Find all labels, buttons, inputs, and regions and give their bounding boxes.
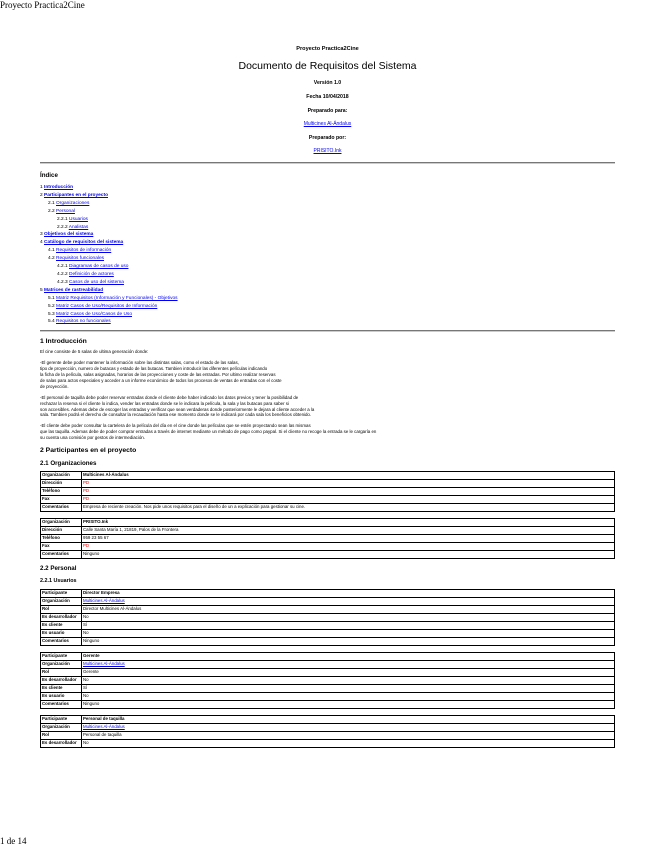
toc-item-link[interactable]: Diagramas de casos de uso [69, 264, 129, 270]
table-row [41, 685, 615, 693]
intro-line: de proyección. [40, 383, 69, 389]
intro-lead: El cine consiste de 5 salas de ultima generación donde: [40, 349, 149, 355]
toc-item-link[interactable]: Casos de uso del sistema [69, 279, 124, 285]
table-key: Participante [41, 590, 82, 598]
toc-item-number: 4.2 [48, 256, 57, 262]
table-row [41, 598, 615, 606]
toc-item [40, 263, 615, 271]
toc-item-link[interactable]: Requisitos no funcionales [56, 319, 111, 325]
table-value: Ninguno [82, 701, 615, 709]
table-key: Es cliente [41, 685, 82, 693]
table-key: Es desarrollador [41, 677, 82, 685]
organizations-heading: 2.1 Organizaciones [40, 460, 97, 468]
table-value: PD [82, 543, 615, 551]
toc-item-number: 4.1 [48, 248, 57, 254]
divider [40, 330, 615, 332]
toc-item-number: 4.2.1 [57, 264, 70, 270]
toc-item-number: 5 [40, 287, 45, 293]
participants-heading: 2 Participantes en el proyecto [40, 447, 137, 455]
intro-line: -El personal de taquilla debe poder reservar entradas donde el cliente debe haber indicado los datos previos y tener la posibilidad de [40, 394, 299, 400]
toc-item [40, 318, 615, 326]
table-row [41, 480, 615, 488]
table-key: Dirección [41, 527, 82, 535]
toc-item-link[interactable]: Usuarios [69, 216, 88, 222]
toc-item-number: 2.2.2 [57, 224, 69, 230]
table-row [41, 551, 615, 559]
toc-item [40, 231, 615, 239]
toc-item-number: 2.1 [48, 200, 57, 206]
table-value: Sí [82, 685, 615, 693]
table-row [41, 535, 615, 543]
table-row [41, 543, 615, 551]
table-row [41, 701, 615, 709]
toc-item-link[interactable]: Matriz Casos de Uso/Requisitos de Información [56, 303, 158, 309]
table-value: Personal de taquilla [82, 732, 615, 740]
intro-line: tipo de proyección, numero de butacas y estado de las butacas. Tambien introducir las diferentes películas indicando [40, 366, 268, 372]
table-value: Ninguno [82, 551, 615, 559]
personal-heading: 2.2 Personal [40, 565, 77, 573]
data-table [40, 715, 615, 748]
table-value: Director Empresa [82, 590, 615, 598]
toc-item [40, 271, 615, 279]
intro-paragraph-cliente [40, 423, 615, 441]
cover-prepared-by-label: Preparado por: [308, 135, 347, 141]
table-value: Calle Santa María 1, 21819, Palos de la Frontera [82, 527, 615, 535]
toc-item-link[interactable]: Organizaciones [56, 200, 90, 206]
table-row [41, 630, 615, 638]
toc-item-number: 1 [40, 185, 45, 190]
table-value: No [82, 614, 615, 622]
cover-title: Documento de Requisitos del Sistema [238, 60, 417, 72]
intro-paragraph-taquilla [40, 395, 615, 419]
table-row [41, 496, 615, 504]
toc-item-link[interactable]: Objetivos del sistema [44, 232, 94, 238]
cover-block [40, 46, 615, 154]
toc-item [40, 192, 615, 200]
intro-paragraph-gerente [40, 360, 615, 390]
table-of-contents [40, 184, 615, 326]
table-key: Rol [41, 606, 82, 614]
toc-item-link[interactable]: Analistas [68, 224, 89, 230]
table-key: Teléfono [41, 488, 82, 496]
table-key: Organización [41, 661, 82, 669]
toc-item-link[interactable]: Catálogo de requisitos del sistema [44, 240, 124, 246]
table-key: Comentarios [41, 551, 82, 559]
table-value: Multicines Al-Ándalus [82, 472, 615, 480]
toc-item-number: 4.2.2 [57, 271, 70, 277]
toc-item-number: 4.2.3 [57, 279, 70, 285]
table-key: Rol [41, 669, 82, 677]
toc-item [40, 216, 615, 224]
intro-line: rechazar la reserva si el cliente lo indica, vender las entradas donde se le indicara la película, la sala y las butacas para saber si [40, 400, 289, 406]
table-row [41, 519, 615, 527]
toc-item-number: 2.2.1 [57, 216, 70, 222]
table-value: Gerente [82, 653, 615, 661]
table-value: Director Multicines Al-Ándalus [82, 606, 615, 614]
table-key: Es usuario [41, 693, 82, 701]
table-key: Teléfono [41, 535, 82, 543]
toc-item-link[interactable]: Matriz Casos de Uso/Casos de Uso [56, 311, 132, 317]
table-row [41, 638, 615, 646]
toc-item [40, 184, 615, 192]
table-key: Participante [41, 716, 82, 724]
intro-line: su cuenta una comisión por gestos de intermediación. [40, 435, 145, 441]
toc-item-number: 5.4 [48, 319, 57, 325]
table-value: PD [82, 488, 615, 496]
table-value[interactable]: Multicines Al-Ándalus [82, 598, 615, 606]
table-value: PD [82, 480, 615, 488]
table-value: Gerente [82, 669, 615, 677]
table-value: 959 23 55 67 [82, 535, 615, 543]
toc-item-link[interactable]: Participantes en el proyecto [44, 192, 108, 198]
table-key: Es desarrollador [41, 740, 82, 748]
toc-item-link[interactable]: Matrices de rastreabilidad [44, 287, 104, 293]
intro-line: de salas para actos especiales y acceder a un informe económico de todos los procesos de ventas de entradas con el coste [40, 377, 282, 383]
toc-item [40, 311, 615, 319]
cover-prepared-by-link[interactable]: PRISITO.Ink [313, 148, 342, 154]
table-value: No [82, 677, 615, 685]
table-value: Personal de taquilla [82, 716, 615, 724]
table-row [41, 661, 615, 669]
table-key: Organización [41, 724, 82, 732]
table-row [41, 669, 615, 677]
table-row [41, 693, 615, 701]
data-table [40, 652, 615, 709]
table-key: Dirección [41, 480, 82, 488]
users-heading: 2.2.1 Usuarios [40, 578, 77, 585]
toc-item-number: 5.3 [48, 311, 57, 317]
table-key: Rol [41, 732, 82, 740]
table-key: Comentarios [41, 701, 82, 709]
divider [40, 162, 615, 164]
table-row [41, 488, 615, 496]
toc-title: Índice [40, 172, 58, 179]
table-key: Comentarios [41, 504, 82, 512]
cover-date: Fecha 10/04/2018 [306, 94, 349, 100]
intro-line: que las taquilla. Ademas debe de poder comprar entradas a través de internet mediante un método de pago como paypal. Si el cliente no recoge la entrada se le cargaría en [40, 429, 377, 435]
toc-item-number: 2.2 [48, 208, 57, 214]
table-key: Es desarrollador [41, 614, 82, 622]
toc-item-number: 4 [40, 240, 45, 246]
intro-line: la ficha de la película, salas asignadas, horarios de las proyecciones y coste de las entradas. Por ultimo realizar reservas [40, 372, 276, 378]
toc-item-number: 2 [40, 192, 45, 198]
table-key: Es usuario [41, 630, 82, 638]
toc-item-number: 3 [40, 232, 45, 238]
table-value: PD [82, 496, 615, 504]
intro-line: son accesibles. Ademas debe de escoger las entradas y verificar que sean verdaderas donde posteriormente le dejara al cliente acceder a la [40, 406, 315, 412]
toc-item [40, 208, 615, 216]
toc-item [40, 295, 615, 303]
table-row [41, 622, 615, 630]
intro-line: -El cliente debe poder consultar la cartelera de la película del día en el cine donde las películas que se estén proyectando sean las mismas [40, 423, 311, 429]
table-key: Organización [41, 519, 82, 527]
print-header: Proyecto Practica2Cine [0, 0, 85, 10]
table-row [41, 504, 615, 512]
table-key: Fax [41, 496, 82, 504]
table-key: Fax [41, 543, 82, 551]
toc-item [40, 224, 615, 232]
intro-line: -El gerente debe poder mantener la información sobre las distintas salas, como el estado de las salas, [40, 360, 239, 366]
cover-version: Versión 1.0 [313, 80, 342, 86]
table-key: Participante [41, 653, 82, 661]
intro-heading: 1 Introducción [40, 338, 87, 346]
table-key: Organización [41, 598, 82, 606]
data-table [40, 471, 615, 512]
table-value[interactable]: Multicines Al-Ándalus [82, 724, 615, 732]
toc-item [40, 303, 615, 311]
toc-item [40, 287, 615, 295]
table-row [41, 653, 615, 661]
toc-item-link[interactable]: Personal [56, 208, 75, 214]
table-value: No [82, 740, 615, 748]
table-value: PRISITO.Ink [82, 519, 615, 527]
intro-line: sala. Tambien podrá el derecho de consultar la recaudación hasta ese momento donde se le indicará por cada sala los beneficios obtenido. [40, 412, 312, 418]
cover-prepared-for-label: Preparado para: [307, 108, 348, 114]
toc-item [40, 247, 615, 255]
table-key: Es cliente [41, 622, 82, 630]
users-tables [40, 589, 615, 748]
table-key: Comentarios [41, 638, 82, 646]
table-row [41, 677, 615, 685]
table-row [41, 614, 615, 622]
toc-item-link[interactable]: Requisitos funcionales [56, 256, 105, 262]
cover-project: Proyecto Practica2Cine [296, 46, 359, 52]
toc-item-link[interactable]: Definición de actores [69, 271, 114, 277]
table-value: Sí [82, 622, 615, 630]
organizations-tables [40, 471, 615, 559]
page-counter: 1 de 14 [0, 836, 27, 846]
toc-item-link[interactable]: Matriz Requisitos (Información y Funcionales) - Objetivos [56, 295, 178, 301]
toc-item [40, 279, 615, 287]
cover-prepared-for-link[interactable]: Multicines Al-Ándalus [303, 121, 352, 127]
toc-item-number: 5.2 [48, 303, 57, 309]
table-row [41, 472, 615, 480]
table-row [41, 590, 615, 598]
toc-item-link[interactable]: Introducción [44, 185, 74, 190]
data-table [40, 518, 615, 559]
document-page [40, 40, 615, 754]
toc-item [40, 255, 615, 263]
table-row [41, 606, 615, 614]
table-row [41, 527, 615, 535]
data-table [40, 589, 615, 646]
toc-item-number: 5.1 [48, 295, 57, 301]
table-value: No [82, 693, 615, 701]
table-row [41, 716, 615, 724]
toc-item [40, 239, 615, 247]
table-value[interactable]: Multicines Al-Ándalus [82, 661, 615, 669]
table-value: Ninguno [82, 638, 615, 646]
table-key: Organización [41, 472, 82, 480]
table-value: No [82, 630, 615, 638]
toc-item-link[interactable]: Requisitos de información [56, 248, 112, 254]
toc-item [40, 200, 615, 208]
table-value: Empresa de reciente creación. Nos pide unos requisitos para el diseño de un a explicación para gestionar su cine. [82, 504, 615, 512]
table-row [41, 732, 615, 740]
table-row [41, 740, 615, 748]
table-row [41, 724, 615, 732]
